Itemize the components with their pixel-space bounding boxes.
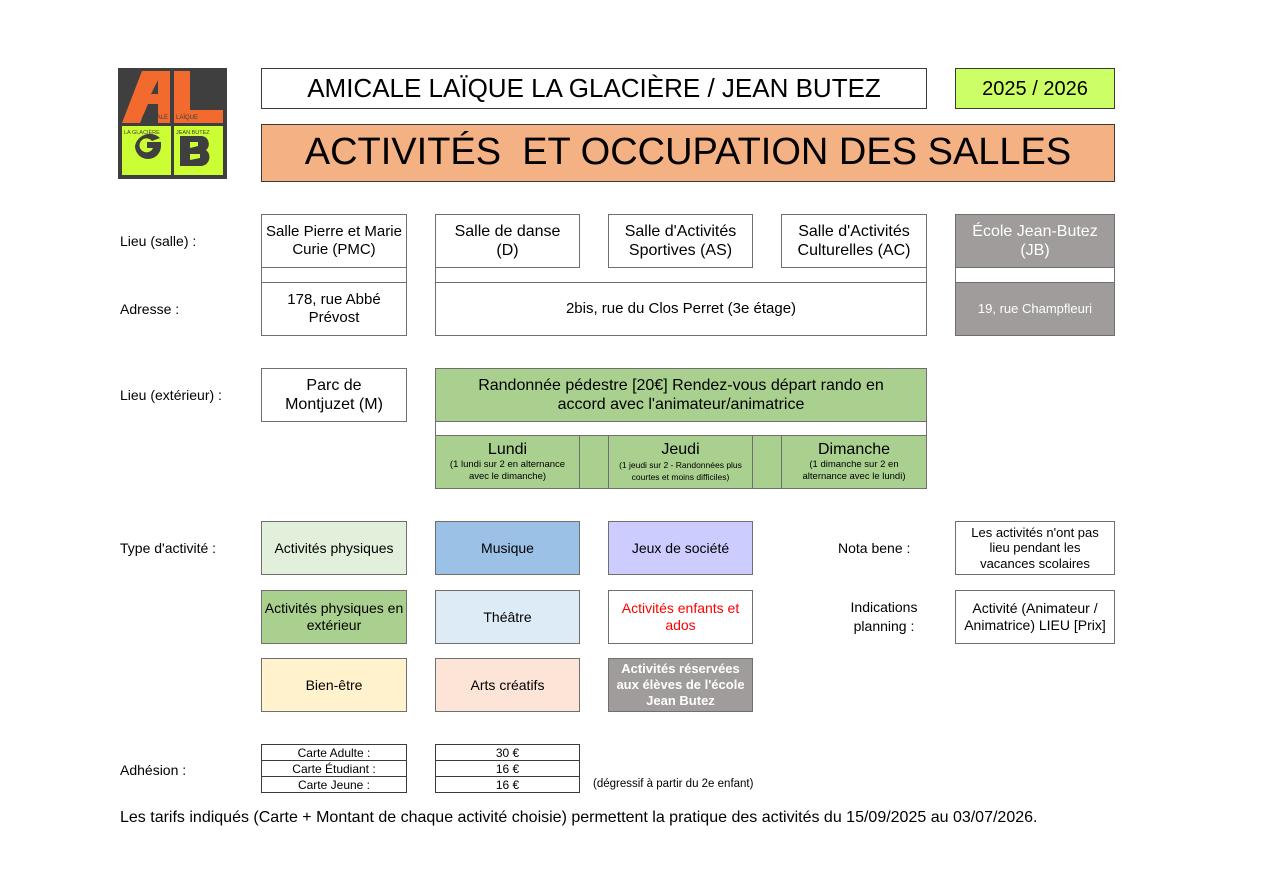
- adhesion-price-etudiant: [435, 760, 580, 777]
- day-jeudi-name: Jeudi: [661, 441, 700, 458]
- jb-spacer: [955, 267, 1115, 283]
- logo-graphic: [118, 68, 227, 179]
- adresse-clos-perret: [435, 282, 927, 336]
- type-enfants-ados-label: Activités enfants et ados: [621, 600, 740, 633]
- day-dimanche-name: Dimanche: [817, 441, 891, 458]
- label-type-activite: Type d'activité :: [120, 540, 217, 556]
- adhesion-price-adulte: [435, 744, 580, 761]
- label-lieu-salle: Lieu (salle) :: [120, 233, 197, 249]
- type-bien-etre: [261, 658, 407, 712]
- logo-text-glaciere: LA GLACIÈRE: [124, 130, 160, 136]
- salle-jb: [955, 214, 1115, 268]
- type-arts-creatifs-label: Arts créatifs: [470, 676, 545, 693]
- label-indications: Indications planning :: [850, 599, 918, 634]
- day-jeudi-note: (1 jeudi sur 2 - Randonnées plus courtes et moins difficiles): [619, 460, 742, 482]
- adresse-pmc-text: 178, rue Abbé Prévost: [287, 291, 381, 326]
- adhesion-label-etudiant-text: Carte Étudiant :: [292, 761, 376, 776]
- parc-montjuzet: [261, 368, 407, 422]
- type-musique-label: Musique: [481, 539, 534, 556]
- adresse-jb: [955, 282, 1115, 336]
- day-lundi-note: (1 lundi sur 2 en alternance avec le dimanche): [449, 459, 566, 482]
- adhesion-price-jeune-text: 16 €: [495, 777, 520, 792]
- adhesion-label-adulte-text: Carte Adulte :: [297, 745, 371, 760]
- nota-bene-box: [955, 521, 1115, 575]
- type-enfants-ados: [608, 590, 753, 644]
- salle-as-name: Salle d'Activités Sportives (AS): [624, 222, 737, 259]
- salle-ac: [781, 214, 927, 268]
- adhesion-label-adulte: [261, 744, 407, 761]
- adresse-pmc: [261, 282, 407, 336]
- adhesion-label-etudiant: [261, 760, 407, 777]
- salle-pmc-name: Salle Pierre et Marie Curie (PMC): [266, 223, 402, 258]
- adresse-jb-text: 19, rue Champfleuri: [977, 301, 1093, 317]
- day-gap-1: [579, 435, 609, 489]
- label-lieu-exterieur: Lieu (extérieur) :: [120, 387, 222, 403]
- page-title: ACTIVITÉS ET OCCUPATION DES SALLES: [304, 131, 1072, 174]
- day-lundi-name: Lundi: [487, 441, 528, 458]
- type-jeux-societe: [608, 521, 753, 575]
- label-adresse: Adresse :: [120, 301, 180, 317]
- logo: [118, 68, 227, 179]
- clos-perret-spacer: [435, 267, 927, 283]
- salle-pmc-spacer: [261, 267, 407, 283]
- label-adhesion: Adhésion :: [120, 762, 187, 778]
- title-box: [261, 124, 1115, 182]
- rando-spacer: [435, 421, 927, 436]
- day-jeudi: [608, 435, 753, 489]
- type-jeux-societe-label: Jeux de société: [631, 539, 730, 556]
- adhesion-price-jeune: [435, 776, 580, 793]
- parc-montjuzet-name: Parc de Montjuzet (M): [285, 376, 383, 413]
- type-musique: [435, 521, 580, 575]
- type-activites-physiques: [261, 521, 407, 575]
- type-activites-physiques-label: Activités physiques: [274, 539, 394, 556]
- type-reservees-jb: [608, 658, 753, 712]
- logo-text-laique: LAÏQUE: [176, 115, 199, 121]
- logo-text-butez: JEAN BUTEZ: [176, 130, 210, 136]
- salle-danse: [435, 214, 580, 268]
- salle-jb-name: École Jean-Butez (JB): [972, 222, 1098, 259]
- season-box: [955, 68, 1115, 109]
- salle-danse-name: Salle de danse (D): [454, 222, 561, 259]
- adhesion-price-adulte-text: 30 €: [495, 745, 520, 760]
- type-arts-creatifs: [435, 658, 580, 712]
- indications-box: [955, 590, 1115, 644]
- org-name-box: [261, 68, 927, 109]
- salle-ac-name: Salle d'Activités Culturelles (AC): [797, 222, 911, 259]
- org-name: AMICALE LAÏQUE LA GLACIÈRE / JEAN BUTEZ: [307, 72, 881, 103]
- day-dimanche: [781, 435, 927, 489]
- type-activites-exterieur-label: Activités physiques en extérieur: [264, 600, 404, 633]
- rando-text: Randonnée pédestre [20€] Rendez-vous départ rando en accord avec l'animateur/animatrice: [478, 376, 884, 413]
- salle-pmc: [261, 214, 407, 268]
- adhesion-label-jeune-text: Carte Jeune :: [297, 777, 371, 792]
- salle-as: [608, 214, 753, 268]
- day-lundi: [435, 435, 580, 489]
- type-bien-etre-label: Bien-être: [305, 676, 363, 693]
- type-theatre-label: Théâtre: [483, 608, 532, 625]
- logo-text-amicale: AMICALE: [141, 115, 168, 121]
- adhesion-label-jeune: [261, 776, 407, 793]
- season: 2025 / 2026: [982, 77, 1088, 100]
- adresse-clos-perret-text: 2bis, rue du Clos Perret (3e étage): [565, 300, 797, 317]
- type-theatre: [435, 590, 580, 644]
- type-reservees-jb-label: Activités réservées aux élèves de l'école Jean Butez: [616, 660, 745, 709]
- label-nota-bene: Nota bene :: [838, 540, 911, 556]
- indications-text: Activité (Animateur / Animatrice) LIEU [Prix]: [964, 600, 1106, 633]
- rando-box: [435, 368, 927, 422]
- nota-bene-text: Les activités n'ont pas lieu pendant les vacances scolaires: [971, 524, 1099, 571]
- day-dimanche-note: (1 dimanche sur 2 en alternance avec le lundi): [802, 459, 906, 482]
- type-activites-exterieur: [261, 590, 407, 644]
- adhesion-price-etudiant-text: 16 €: [495, 761, 520, 776]
- adhesion-note: (dégressif à partir du 2e enfant): [593, 778, 754, 790]
- day-gap-2: [752, 435, 782, 489]
- footer-text: Les tarifs indiqués (Carte + Montant de chaque activité choisie) permettent la pratique des activités du 15/09/2025 au 03/07/2026.: [120, 809, 1038, 826]
